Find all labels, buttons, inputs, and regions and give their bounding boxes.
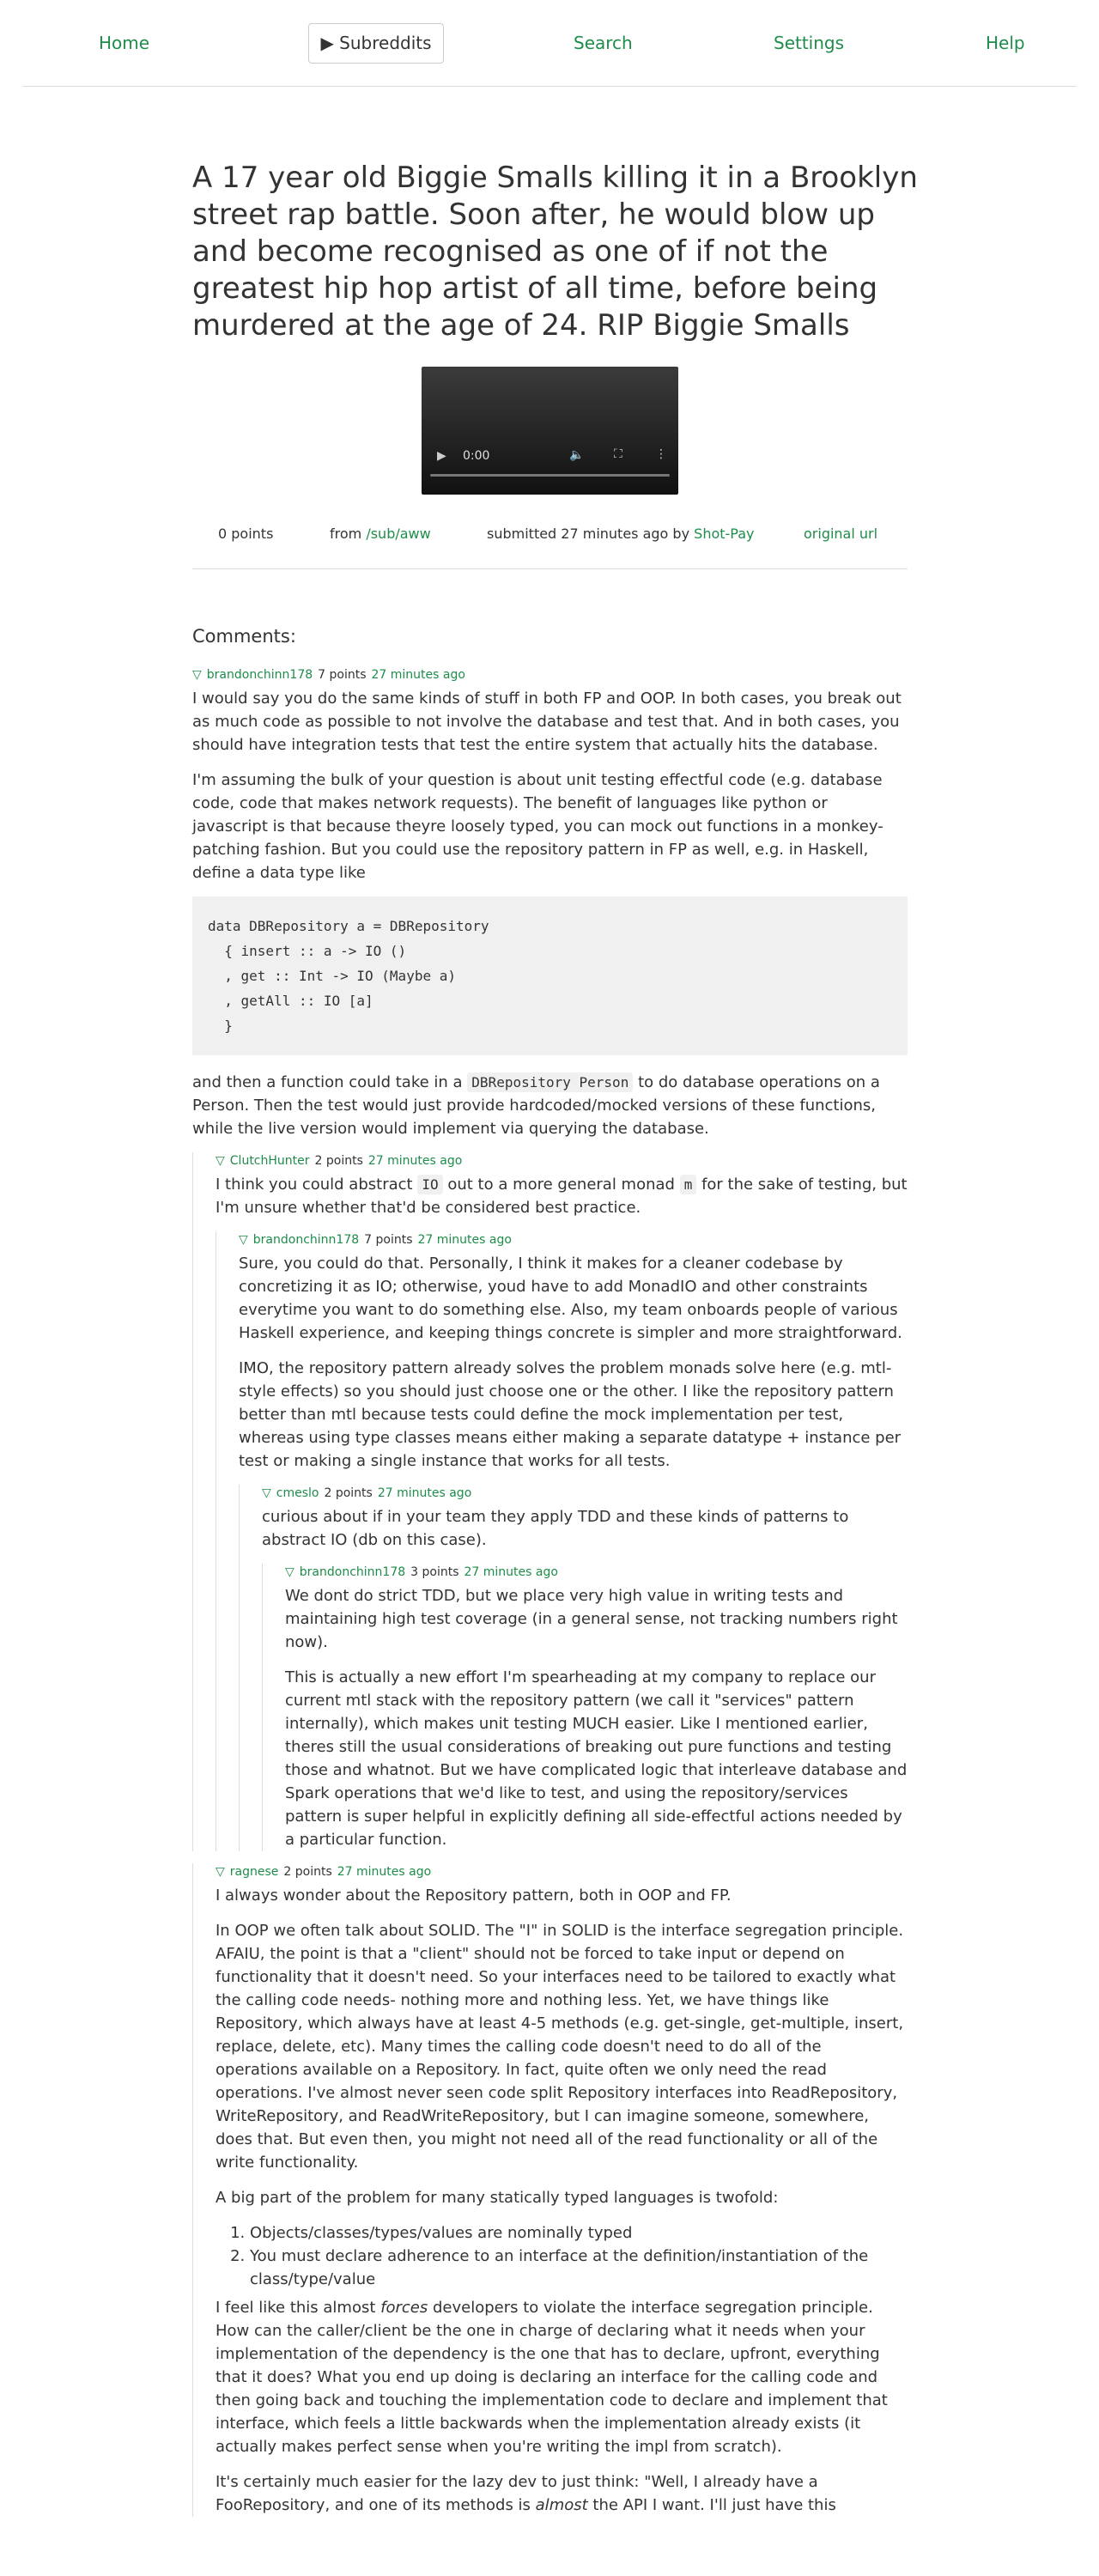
text-span: the API I want. I'll just have this bbox=[592, 2496, 836, 2514]
comment-points: 2 points bbox=[314, 1154, 363, 1168]
comment-header bbox=[216, 1152, 908, 1170]
comment-author[interactable]: ClutchHunter bbox=[229, 1154, 310, 1168]
inline-code: m bbox=[680, 1175, 697, 1194]
subreddit-link[interactable]: /sub/aww bbox=[366, 526, 431, 542]
comment-text: I always wonder about the Repository pattern, both in OOP and FP. bbox=[216, 1886, 732, 1905]
comment-text: I'm assuming the bulk of your question is about unit testing effectful code (e.g. database code, code that makes network requests). The benefit of languages like python or javascript is that because theyre loosely typed, you can mock out functions in a monkey-patching fashion. But you could use the repository pattern in FP as well, e.g. in Haskell, define a data type like bbox=[192, 771, 883, 882]
comment-points: 7 points bbox=[364, 1233, 413, 1247]
text-span: developers to violate the interface segregation principle. How can the caller/client be the one in charge of declaring what it needs when your implementation of the dependency is the one that has to declare, upfront, everything that it does? What you end up doing is declaring an interface for the calling code and then going back and touching the implementation code to declare and implement that interface, which feels a little backwards when the implementation already exists (it actually makes perfect sense when you're writing the impl from scratch). bbox=[216, 2299, 888, 2456]
comment-points: 2 points bbox=[283, 1865, 332, 1879]
comment-author[interactable]: brandonchinn178 bbox=[206, 668, 313, 682]
video-player[interactable] bbox=[422, 367, 678, 495]
emphasis-text: forces bbox=[380, 2299, 428, 2317]
post-author-link[interactable]: Shot-Pay bbox=[694, 526, 755, 542]
nav-search-link[interactable]: Search bbox=[574, 33, 633, 53]
text-span: I think you could abstract bbox=[216, 1176, 413, 1194]
comment-author[interactable]: brandonchinn178 bbox=[299, 1565, 406, 1579]
submitted-label: submitted 27 minutes ago by bbox=[487, 526, 690, 542]
ordered-list bbox=[216, 2221, 908, 2291]
fullscreen-icon[interactable]: ⛶ bbox=[614, 447, 622, 461]
text-span: I feel like this almost bbox=[216, 2299, 376, 2317]
comment-points: 3 points bbox=[410, 1565, 459, 1579]
volume-icon[interactable]: 🔈 bbox=[569, 448, 585, 462]
text-span: for the sake of testing, but I'm unsure whether that'd be considered best practice. bbox=[216, 1176, 908, 1217]
comment-author[interactable]: brandonchinn178 bbox=[252, 1233, 360, 1247]
comment-text: This is actually a new effort I'm spearheading at my company to replace our current mtl stack with the repository pattern (we call it "services" pattern internally), which makes unit testing MUCH easier. Like I mentioned earlier, theres still the usual considerations of breaking out pure functions and testing those and whatnot. But we have complicated logic that interleave database and Spark operations that we'd like to test, and using the repository/services pattern is super helpful in explicitly defining all side-effectful actions needed by a particular function. bbox=[285, 1668, 908, 1849]
comment-author[interactable]: cmeslo bbox=[276, 1486, 319, 1500]
inline-code: IO bbox=[417, 1175, 442, 1194]
post-submitted bbox=[487, 526, 755, 542]
comment-text bbox=[216, 1173, 908, 1219]
comment bbox=[192, 1152, 908, 1851]
comment-text: We dont do strict TDD, but we place very high value in writing tests and maintaining high test coverage (in a general sense, not tracking numbers right now). bbox=[285, 1587, 898, 1651]
comment-text: In OOP we often talk about SOLID. The "I" in SOLID is the interface segregation principle. AFAIU, the point is that a "client" should not be forced to take input or depend on functionality that it doesn't need. So your interfaces need to be tailored to exactly what the calling code needs- nothing more and nothing less. Yet, we have things like Repository, which always have at least 4-5 methods (e.g. get-single, get-multiple, insert, replace, delete, etc). Many times the calling code doesn't need to do all of the operations available on a Repository. In fact, quite often we only need the read operations. I've almost never seen code split Repository interfaces into ReadRepository, WriteRepository, and ReadWriteRepository, but I can imagine someone, somewhere, does that. But even then, you might not need all of the read functionality or all of the write functionality. bbox=[216, 1922, 904, 2172]
comment bbox=[192, 1863, 908, 2517]
comment-header bbox=[285, 1564, 908, 1581]
comment-text bbox=[216, 2470, 908, 2517]
list-item: 1. Objects/classes/types/values are nominally typed bbox=[250, 2221, 908, 2245]
comment-text: A big part of the problem for many statically typed languages is twofold: bbox=[216, 2189, 779, 2207]
comment bbox=[192, 666, 908, 2517]
comment-age[interactable]: 27 minutes ago bbox=[377, 1486, 472, 1500]
comment bbox=[239, 1485, 908, 1851]
comment-points: 7 points bbox=[318, 668, 367, 682]
comment-text bbox=[216, 2296, 908, 2458]
nav-settings-link[interactable]: Settings bbox=[774, 33, 845, 53]
from-label: from bbox=[330, 526, 362, 542]
emphasis-text: almost bbox=[535, 2496, 588, 2514]
comment-author[interactable]: ragnese bbox=[229, 1865, 279, 1879]
comment-age[interactable]: 27 minutes ago bbox=[417, 1233, 512, 1247]
top-nav bbox=[22, 0, 1077, 87]
comment-age[interactable]: 27 minutes ago bbox=[464, 1565, 558, 1579]
comment-text: Sure, you could do that. Personally, I think it makes for a cleaner codebase by concretizing it as IO; otherwise, youd have to add MonadIO and other constraints everytime you want to do something else. Also, my team onboards people of various Haskell experience, and keeping things concrete is simpler and more straightforward. bbox=[239, 1255, 902, 1342]
text-span: out to a more general monad bbox=[447, 1176, 675, 1194]
nav-home-link[interactable]: Home bbox=[99, 33, 150, 53]
post-points: 0 points bbox=[218, 526, 274, 542]
comment-text: IMO, the repository pattern already solves the problem monads solve here (e.g. mtl-style effects) so you should just choose one or the other. I like the repository pattern better than mtl because tests could define the mock implementation per test, whereas using type classes means either making a separate datatype + instance per test or making a single instance that works for all tests. bbox=[239, 1359, 902, 1470]
comment-age[interactable]: 27 minutes ago bbox=[367, 1154, 463, 1168]
comment-age[interactable]: 27 minutes ago bbox=[337, 1865, 432, 1879]
collapse-toggle-icon[interactable]: ▽ bbox=[216, 1865, 225, 1879]
comment bbox=[216, 1231, 908, 1851]
comment-thread bbox=[192, 666, 908, 2529]
subreddits-dropdown-button[interactable]: ▶ Subreddits bbox=[308, 23, 444, 64]
post-title: A 17 year old Biggie Smalls killing it in a Brooklyn street rap battle. Soon after, he would blow up and become recognised as one of if not the greatest hip hop artist of all time, before being murdered at the age of 24. RIP Biggie Smalls bbox=[192, 161, 918, 343]
post-source bbox=[330, 526, 431, 542]
text-span: It's certainly much easier for the lazy dev to just think: "Well, I already have a FooRepository, and one of its methods is bbox=[216, 2473, 818, 2514]
comment-points: 2 points bbox=[324, 1486, 373, 1500]
play-icon[interactable]: ▶ bbox=[437, 449, 446, 463]
comments-heading: Comments: bbox=[192, 626, 296, 647]
list-item: 2. You must declare adherence to an interface at the definition/instantiation of the class/type/value bbox=[250, 2245, 908, 2291]
collapse-toggle-icon[interactable]: ▽ bbox=[216, 1154, 225, 1168]
text-span: and then a function could take in a bbox=[192, 1073, 463, 1091]
collapse-toggle-icon[interactable]: ▽ bbox=[262, 1486, 271, 1500]
original-url-link[interactable]: original url bbox=[804, 526, 878, 542]
inline-code: DBRepository Person bbox=[467, 1072, 633, 1092]
comment-age[interactable]: 27 minutes ago bbox=[371, 668, 465, 682]
video-time: 0:00 bbox=[463, 449, 490, 463]
collapse-toggle-icon[interactable]: ▽ bbox=[192, 668, 202, 682]
comment-text: I would say you do the same kinds of stuff in both FP and OOP. In both cases, you break out as much code as possible to not involve the database and test that. And in both cases, you should have integration tests that test the entire system that actually hits the database. bbox=[192, 690, 902, 754]
comment-header bbox=[239, 1231, 908, 1249]
comment bbox=[262, 1564, 908, 1851]
collapse-toggle-icon[interactable]: ▽ bbox=[239, 1233, 248, 1247]
more-options-icon[interactable]: ⋮ bbox=[655, 447, 667, 461]
comment-text bbox=[192, 1071, 908, 1140]
comment-text: curious about if in your team they apply TDD and these kinds of patterns to abstract IO (db on this case). bbox=[262, 1508, 849, 1549]
comment-header bbox=[262, 1485, 908, 1502]
text-span: to do database operations on a Person. Then the test would just provide hardcoded/mocked versions of these functions, while the live version would implement via querying the database. bbox=[192, 1073, 880, 1138]
post-meta bbox=[192, 517, 908, 569]
nav-help-link[interactable]: Help bbox=[986, 33, 1025, 53]
comment-header bbox=[216, 1863, 908, 1880]
comment-header bbox=[192, 666, 908, 683]
video-progress-bar[interactable] bbox=[430, 474, 670, 477]
code-block: data DBRepository a = DBRepository { insert :: a -> IO () , get :: Int -> IO (Maybe a) , getAll :: IO [a] } bbox=[192, 896, 908, 1055]
collapse-toggle-icon[interactable]: ▽ bbox=[285, 1565, 294, 1579]
